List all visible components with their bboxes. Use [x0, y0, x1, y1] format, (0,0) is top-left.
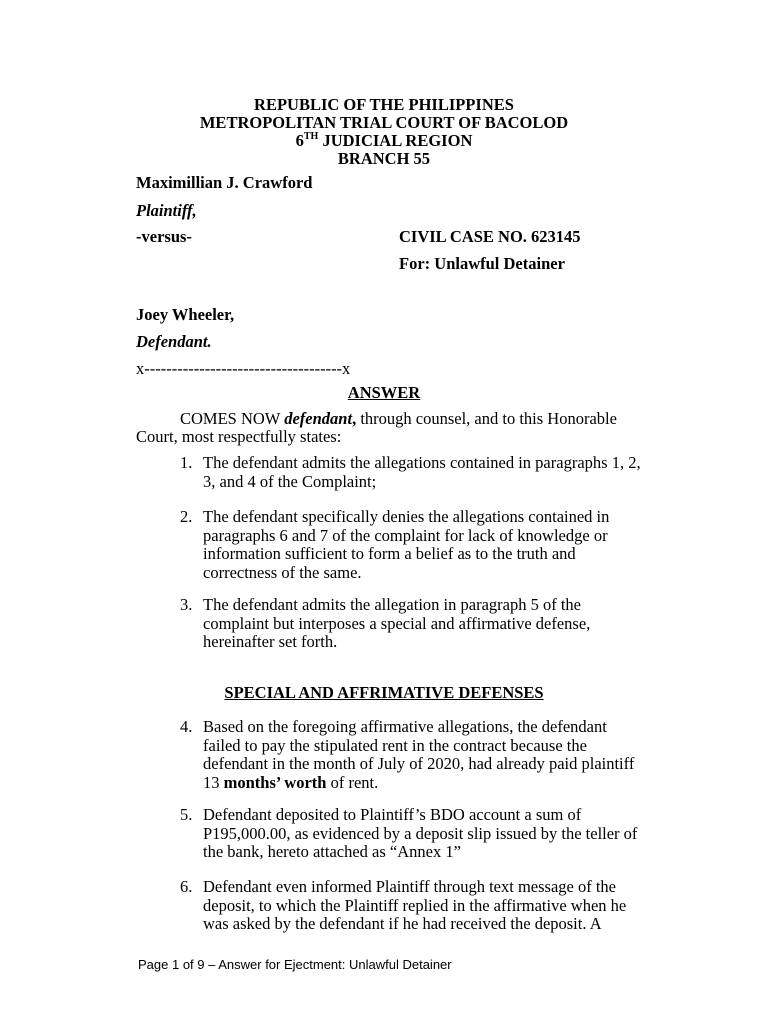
list-item: [203, 596, 590, 652]
court-header-republic: REPUBLIC OF THE PHILIPPINES: [254, 95, 514, 114]
court-header-branch: BRANCH 55: [337, 149, 431, 168]
item-number: 5.: [180, 805, 193, 824]
defendant-label: Defendant.: [136, 332, 212, 351]
intro-defendant: defendant: [284, 409, 353, 428]
item-line: failed to pay the stipulated rent in the contract because the: [203, 735, 587, 755]
list-item: [203, 508, 609, 582]
special-defenses-title: SPECIAL AND AFFRIMATIVE DEFENSES: [224, 683, 544, 702]
item-line: correctness of the same.: [203, 562, 362, 582]
item-line: was asked by the defendant if he had received the deposit. A: [203, 914, 602, 933]
item-line: The defendant admits the allegations contained in paragraphs 1, 2,: [203, 453, 641, 472]
document-title: ANSWER: [347, 383, 421, 402]
item-line: defendant in the month of July of 2020, had already paid plaintiff: [203, 754, 635, 773]
item-line: 3, and 4 of the Complaint;: [203, 471, 377, 491]
months-worth-emphasis: months’ worth: [223, 772, 327, 792]
item-line: complaint but interposes a special and affirmative defense,: [203, 613, 591, 633]
plaintiff-label: Plaintiff,: [136, 201, 197, 220]
court-header-region: [0, 131, 768, 150]
item-line: the bank, hereto attached as “Annex 1”: [203, 842, 461, 861]
item-number: 6.: [180, 877, 193, 896]
item-line: The defendant admits the allegation in paragraph 5 of the: [203, 595, 581, 614]
region-ordinal: TH: [303, 131, 319, 142]
court-header-court: METROPOLITAN TRIAL COURT OF BACOLOD: [199, 113, 569, 132]
page-footer: Page 1 of 9 – Answer for Ejectment: Unlawful Detainer: [138, 957, 452, 972]
caption-separator: x------------------------------------x: [136, 359, 351, 378]
region-text: JUDICIAL REGION: [318, 131, 473, 150]
item-line: paragraphs 6 and 7 of the complaint for lack of knowledge or: [203, 525, 608, 545]
item-line: [203, 774, 634, 793]
plaintiff-name: Maximillian J. Crawford: [136, 173, 313, 192]
item-line: Defendant deposited to Plaintiff’s BDO account a sum of: [203, 805, 582, 824]
item-number: 4.: [180, 717, 193, 736]
defendant-name: Joey Wheeler,: [136, 305, 235, 324]
list-item: [203, 718, 634, 792]
list-item: [203, 806, 637, 862]
list-item: [203, 878, 626, 934]
item-number: 2.: [180, 507, 193, 526]
item-line: hereinafter set forth.: [203, 632, 338, 651]
list-item: [203, 454, 641, 491]
intro-paragraph-line1: [180, 410, 617, 429]
item-line: Based on the foregoing affirmative allegations, the defendant: [203, 717, 607, 736]
item-number: 3.: [180, 595, 193, 614]
item-line: information sufficient to form a belief as to the truth and: [203, 544, 576, 563]
versus-label: -versus-: [136, 227, 192, 246]
civil-case-number: CIVIL CASE NO. 623145: [399, 227, 581, 246]
case-nature: For: Unlawful Detainer: [399, 254, 565, 273]
intro-pre: COMES NOW: [180, 409, 285, 428]
item-line: The defendant specifically denies the allegations contained in: [203, 507, 610, 526]
item-number: 1.: [180, 453, 193, 472]
item-line: deposit, to which the Plaintiff replied in the affirmative when he: [203, 895, 627, 915]
item-line: P195,000.00, as evidenced by a deposit slip issued by the teller of: [203, 823, 638, 843]
region-number: 6: [295, 131, 304, 150]
item-line-pre: 13: [203, 772, 224, 792]
item-line: Defendant even informed Plaintiff through text message of the: [203, 877, 616, 896]
item-line-post: of rent.: [326, 772, 379, 792]
intro-comma: ,: [352, 409, 357, 428]
intro-post: through counsel, and to this Honorable: [356, 409, 617, 428]
intro-paragraph-line2: Court, most respectfully states:: [136, 427, 342, 446]
